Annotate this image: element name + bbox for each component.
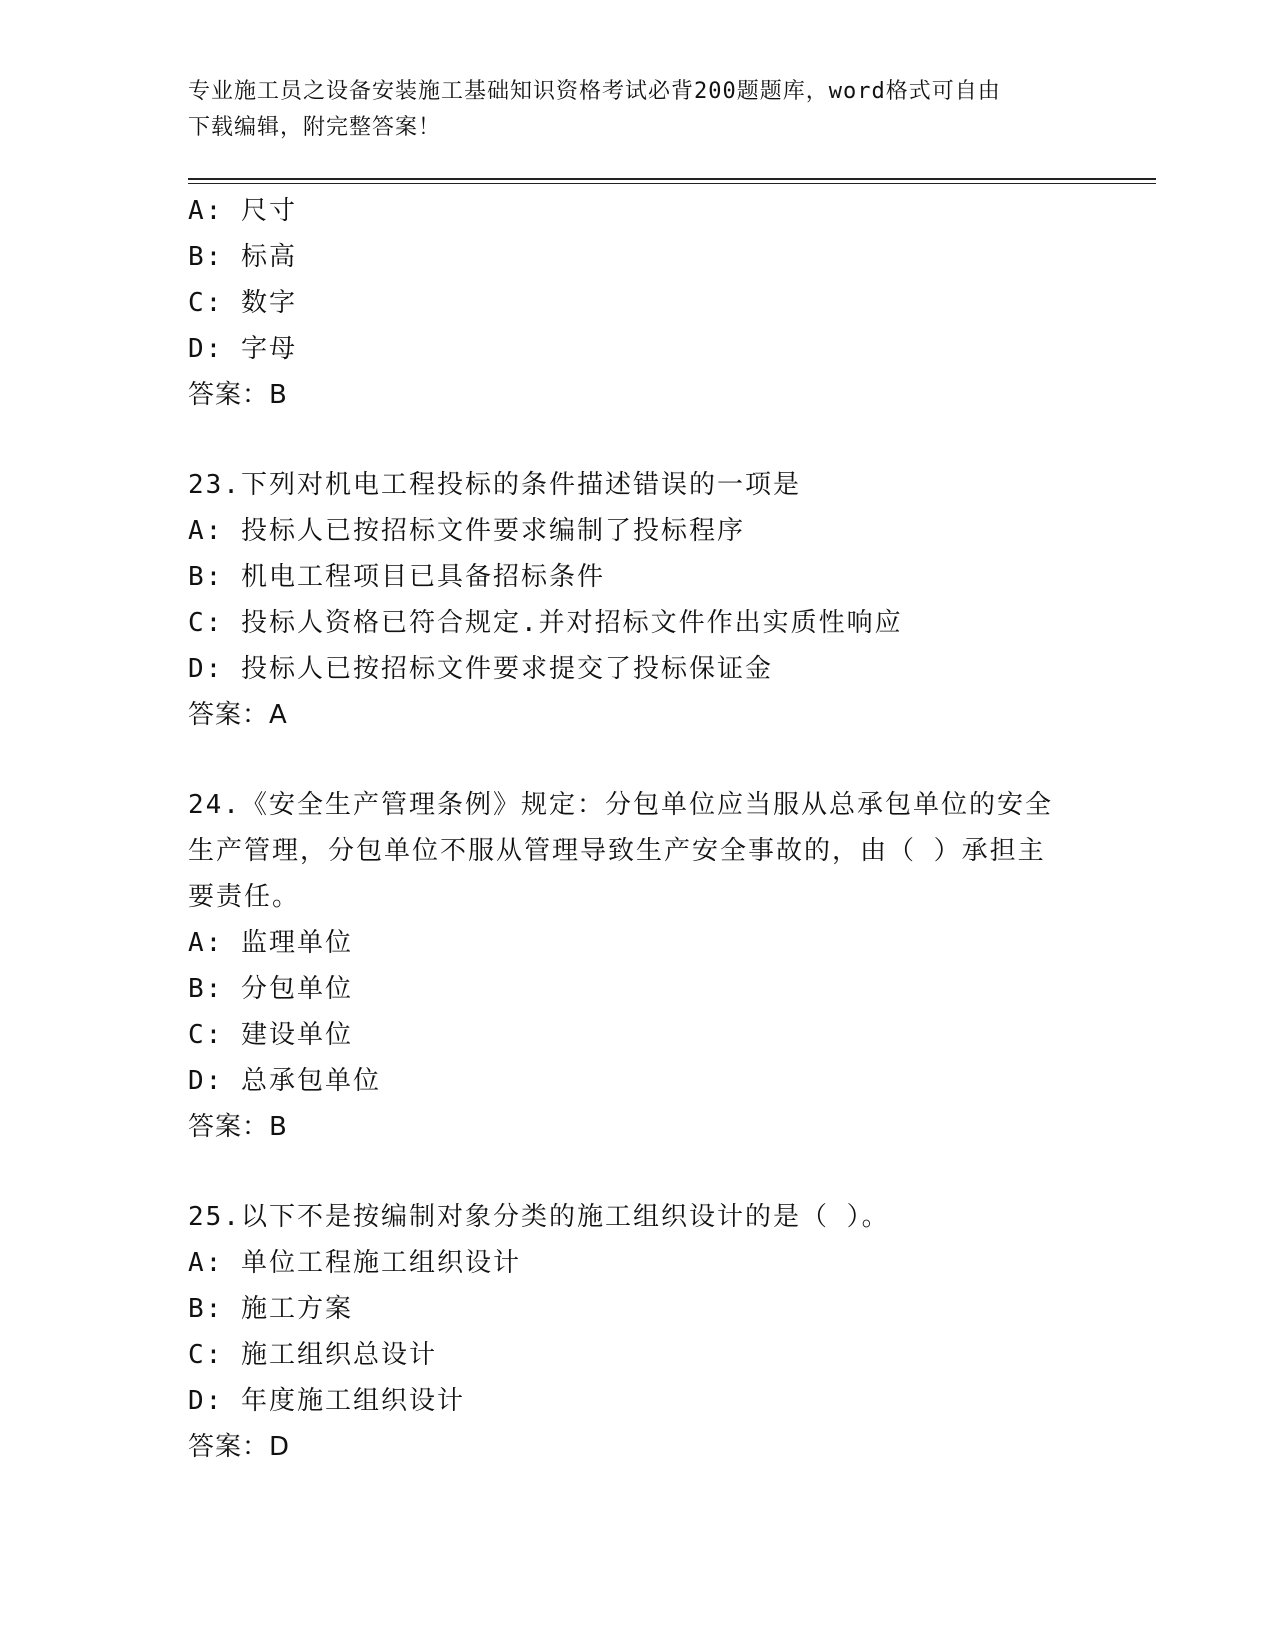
answer-line: 答案：B xyxy=(188,1112,288,1142)
question-text-line-2: 生产管理，分包单位不服从管理导致生产安全事故的，由（ ）承担主 xyxy=(188,836,1046,866)
question-25 xyxy=(188,1194,1088,1470)
option-b: B: 分包单位 xyxy=(188,974,353,1004)
option-d: D: 总承包单位 xyxy=(188,1066,381,1096)
document-header xyxy=(188,74,1088,146)
option-b: B: 机电工程项目已具备招标条件 xyxy=(188,562,605,592)
option-d: D: 字母 xyxy=(188,334,297,364)
option-d: D: 投标人已按招标文件要求提交了投标保证金 xyxy=(188,654,773,684)
question-list xyxy=(188,188,1088,1470)
header-line-2: 下载编辑，附完整答案！ xyxy=(188,115,442,140)
answer-line: 答案：B xyxy=(188,380,288,410)
header-divider-thin xyxy=(188,183,1156,184)
question-text-line-1: 24.《安全生产管理条例》规定：分包单位应当服从总承包单位的安全 xyxy=(188,790,1053,820)
option-c: C: 建设单位 xyxy=(188,1020,353,1050)
option-d: D: 年度施工组织设计 xyxy=(188,1386,465,1416)
answer-line: 答案：D xyxy=(188,1432,291,1462)
option-a: A: 尺寸 xyxy=(188,196,297,226)
option-c: C: 数字 xyxy=(188,288,297,318)
option-a: A: 单位工程施工组织设计 xyxy=(188,1248,521,1278)
header-divider-thick xyxy=(188,178,1156,180)
option-c: C: 施工组织总设计 xyxy=(188,1340,437,1370)
option-a: A: 投标人已按招标文件要求编制了投标程序 xyxy=(188,516,745,546)
header-line-1: 专业施工员之设备安装施工基础知识资格考试必背200题题库，word格式可自由 xyxy=(188,79,1001,104)
answer-line: 答案：A xyxy=(188,700,288,730)
option-b: B: 施工方案 xyxy=(188,1294,353,1324)
question-text: 23.下列对机电工程投标的条件描述错误的一项是 xyxy=(188,470,801,500)
option-a: A: 监理单位 xyxy=(188,928,353,958)
question-24 xyxy=(188,782,1088,1150)
option-c: C: 投标人资格已符合规定.并对招标文件作出实质性响应 xyxy=(188,608,903,638)
option-b: B: 标高 xyxy=(188,242,297,272)
question-text: 25.以下不是按编制对象分类的施工组织设计的是（ ）。 xyxy=(188,1202,890,1232)
question-23 xyxy=(188,462,1088,738)
question-22-continued xyxy=(188,188,1088,418)
question-text-line-3: 要责任。 xyxy=(188,882,301,912)
